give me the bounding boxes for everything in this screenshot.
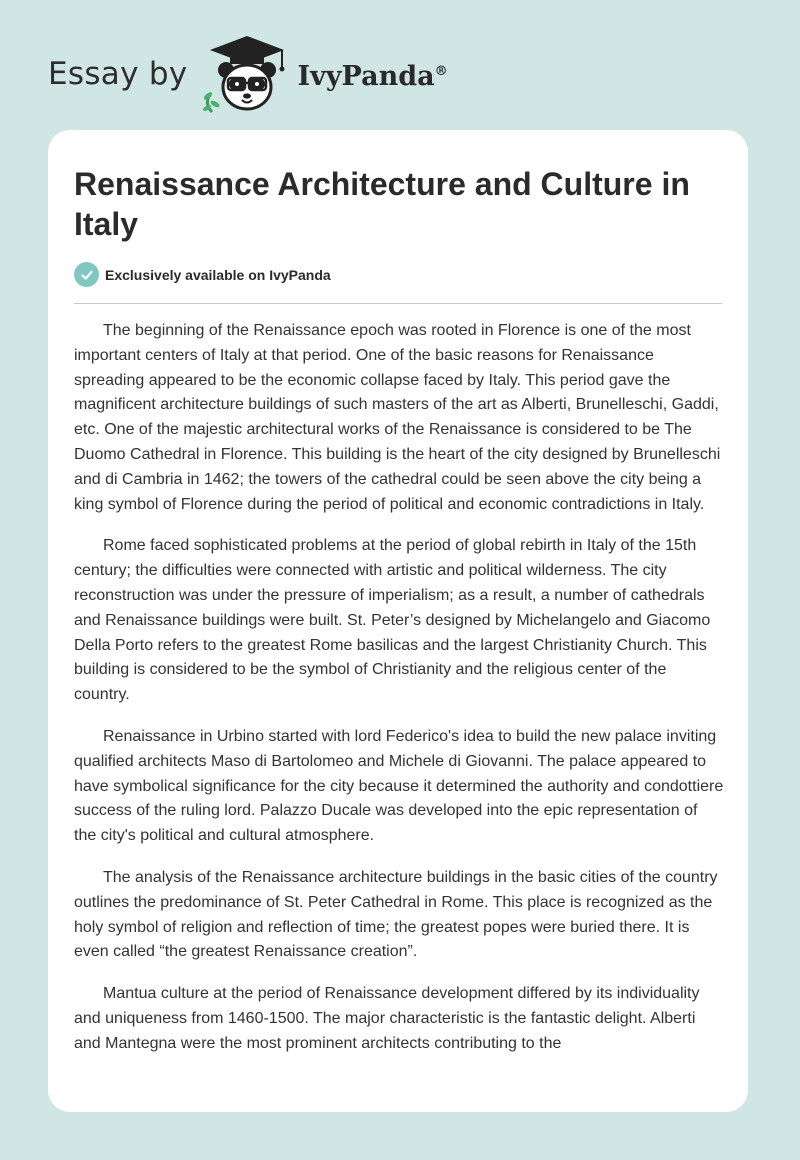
panda-graduate-icon [202, 34, 292, 114]
paragraph: Renaissance in Urbino started with lord Federico's idea to build the new palace inviting qualified architects Maso di Bartolomeo and Michele di Giovanni. The palace appeared to have symbolical significance for the city because it determined the authority and condottiere success of the ruling lord. Palazzo Ducale was developed into the epic representation of the city's political and cultural atmosphere. [74, 727, 724, 845]
essay-card [48, 130, 748, 1112]
essay-by-label: Essay by [48, 56, 188, 92]
essay-body [74, 319, 724, 1074]
site-header [48, 34, 448, 114]
checkmark-icon [74, 262, 99, 287]
essay-title: Renaissance Architecture and Culture in Italy [74, 166, 690, 242]
brand-name-text: IvyPanda [297, 60, 435, 92]
paragraph: The beginning of the Renaissance epoch was rooted in Florence is one of the most important centers of Italy at that period. One of the basic reasons for Renaissance spreading appeared to be the economic collapse faced by Italy. This period gave the magnificent architecture buildings of such masters of the art as Alberti, Brunelleschi, Gaddi, etc. One of the majestic architectural works of the Renaissance is considered to be The Duomo Cathedral in Florence. This building is the heart of the city designed by Brunelleschi and di Cambria in 1462; the towers of the cathedral could be seen above the city being a king symbol of Florence during the period of political and economic contradictions in Italy. [74, 322, 721, 513]
exclusive-badge [74, 262, 331, 287]
registered-mark: ® [434, 63, 448, 79]
exclusive-badge-text: Exclusively available on IvyPanda [105, 266, 331, 283]
paragraph: Mantua culture at the period of Renaissance development differed by its individuality and uniqueness from 1460-1500. The major characteristic is the fantastic delight. Alberti and Mantegna were the most prominent architects contributing to the [74, 985, 700, 1052]
paragraph: Rome faced sophisticated problems at the period of global rebirth in Italy of the 15th century; the difficulties were connected with artistic and political wilderness. The city reconstruction was under the pressure of imperialism; as a result, a number of cathedrals and Renaissance buildings were built. St. Peter’s designed by Michelangelo and Giacomo Della Porto refers to the greatest Rome basilicas and the largest Christianity Church. This building is considered to be the symbol of Christianity and the religious center of the country. [74, 537, 711, 704]
paragraph: The analysis of the Renaissance architecture buildings in the basic cities of the country outlines the predominance of St. Peter Cathedral in Rome. This place is recognized as the holy symbol of religion and reflection of time; the greatest popes were buried there. It is even called “the greatest Renaissance creation”. [74, 868, 718, 961]
divider [74, 303, 722, 304]
brand-name [298, 61, 448, 92]
